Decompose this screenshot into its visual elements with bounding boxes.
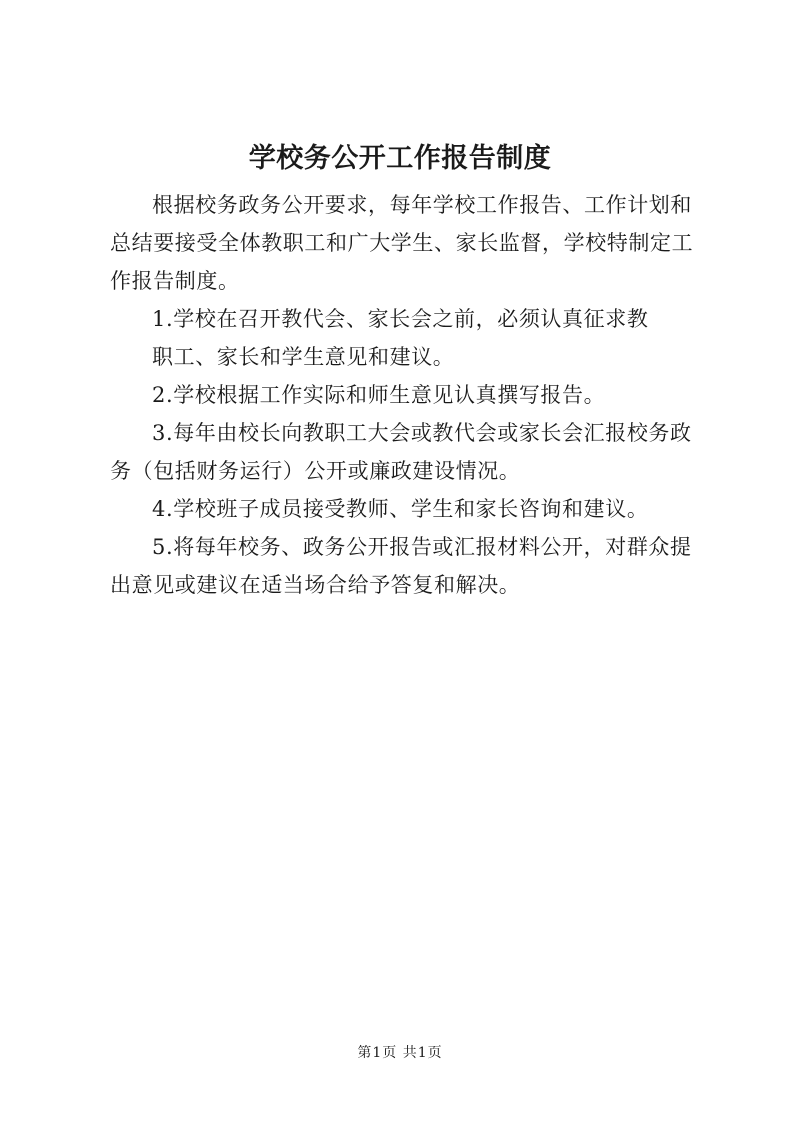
item-3-paragraph: 3.每年由校长向教职工大会或教代会或家长会汇报校务政务（包括财务运行）公开或廉政建设情况。 — [110, 421, 692, 483]
item-2-paragraph: 2.学校根据工作实际和师生意见认真撰写报告。 — [152, 383, 606, 407]
item-1-line-2: 职工、家长和学生意见和建议。 — [152, 345, 455, 369]
item-5-paragraph: 5.将每年校务、政务公开报告或汇报材料公开，对群众提出意见或建议在适当场合给予答复和解决。 — [110, 535, 692, 597]
item-1-line-1: 1.学校在召开教代会、家长会之前，必须认真征求教 — [152, 307, 649, 331]
page-number-footer: 第1页 共1页 — [357, 1045, 443, 1061]
document-body — [110, 186, 700, 604]
item-1-continuation — [110, 338, 700, 376]
item-1-paragraph — [110, 300, 700, 338]
item-4-paragraph: 4.学校班子成员接受教师、学生和家长咨询和建议。 — [152, 497, 649, 521]
document-title: 学校务公开工作报告制度 — [248, 143, 552, 174]
intro-paragraph: 根据校务政务公开要求，每年学校工作报告、工作计划和总结要接受全体教职工和广大学生、家长监督，学校特制定工作报告制度。 — [110, 193, 694, 293]
